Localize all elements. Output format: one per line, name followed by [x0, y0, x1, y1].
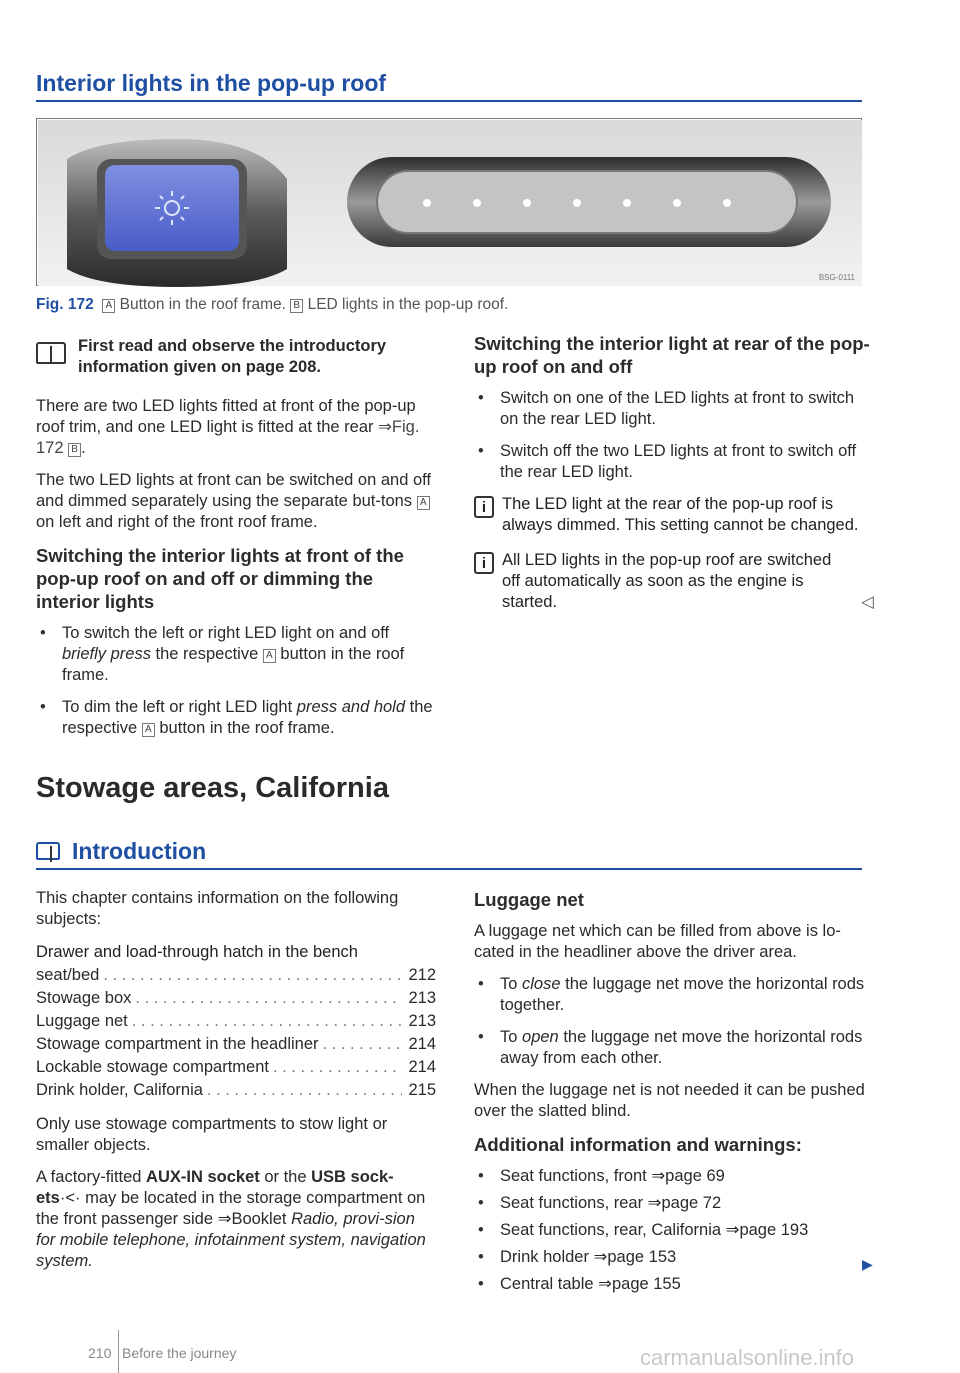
book-icon: [36, 842, 60, 860]
list-rear-lights: [474, 388, 874, 483]
toc-page: 214: [408, 1035, 436, 1053]
fig-ref-link[interactable]: ⇒Fig. 172: [36, 418, 420, 457]
info-icon: i: [474, 552, 494, 574]
section-rule: [36, 868, 862, 870]
list-item-switch: [36, 623, 436, 686]
note-auto-off-text: All LED lights in the pop-up roof are switched off automatically as soon as the engine is started.: [502, 551, 832, 611]
b1-text: To: [500, 975, 523, 993]
toc-label: Stowage compartment in the headliner: [36, 1035, 319, 1053]
toc-page: 213: [408, 989, 436, 1007]
toc-row[interactable]: [36, 964, 436, 987]
heading-switch-rear: Switching the interior light at rear of the pop-up roof on and off: [474, 333, 870, 377]
p1-end: .: [81, 439, 86, 457]
b1-text2: the respective: [150, 645, 263, 663]
continue-arrow-icon: ▶: [862, 1256, 873, 1272]
list-item-dim: [36, 697, 436, 739]
aux-in-label: AUX-IN socket: [146, 1168, 260, 1186]
list-item-rear-off: • Switch off the two LED lights at front to switch off the rear LED light.: [474, 441, 874, 483]
section-rule: [36, 100, 862, 102]
b2-text: To: [500, 1028, 523, 1046]
list-front-lights: [36, 623, 436, 739]
toc-page: 213: [408, 1012, 436, 1030]
paragraph-light-objects: Only use stowage compartments to stow light or smaller objects.: [36, 1115, 388, 1154]
b2-text2: the luggage net move the horizontal rods away from each other.: [500, 1028, 863, 1067]
right-column-lights: [474, 332, 874, 627]
toc-line-first: Drawer and load-through hatch in the bench: [36, 943, 358, 961]
figure-caption: [36, 296, 508, 314]
p1-text: There are two LED lights fitted at front of the pop-up roof trim, and one LED light is fitted at the rear: [36, 397, 416, 436]
usb-label: USB sock-ets: [36, 1168, 394, 1207]
b1-text2: the luggage net move the horizontal rods together.: [500, 975, 865, 1014]
list-item-open: [474, 1027, 874, 1069]
section-title-interior-lights: Interior lights in the pop-up roof: [36, 70, 387, 96]
b2-text: To dim the left or right LED light: [62, 698, 297, 716]
paragraph-aux-usb: [36, 1167, 436, 1272]
introduction-title: Introduction: [72, 838, 207, 864]
footer-divider: [118, 1330, 119, 1373]
p2-text-end: on left and right of the front roof frame.: [36, 513, 318, 531]
end-mark-icon: ◁: [861, 593, 874, 611]
p2-box-a: A: [417, 496, 430, 510]
list-item-ref[interactable]: • Central table ⇒page 155: [474, 1274, 874, 1295]
b1-box-a: A: [263, 649, 276, 663]
toc-row[interactable]: [36, 1056, 436, 1079]
page-number: 210: [88, 1345, 112, 1361]
left-column-lights: [36, 336, 436, 750]
list-item-ref[interactable]: • Seat functions, front ⇒page 69: [474, 1166, 874, 1187]
info-note-auto-off: [474, 550, 874, 613]
footer-section: Before the journey: [122, 1345, 237, 1361]
info-note-dimmed: [474, 494, 874, 536]
paragraph-dimming: [36, 470, 436, 533]
toc-label: Drink holder, California: [36, 1081, 203, 1099]
introduction-heading: [36, 838, 206, 865]
first-read-note: [36, 336, 436, 378]
list-item-close: [474, 974, 874, 1016]
b1-text3: button in the roof frame.: [62, 645, 405, 684]
p1-box-b: B: [68, 443, 81, 457]
list-item-rear-on: • Switch on one of the LED lights at front to switch on the rear LED light.: [474, 388, 874, 430]
b1-text: To switch the left or right LED light on and off: [62, 624, 390, 642]
list-luggage-net: [474, 974, 874, 1069]
paragraph-subjects: This chapter contains information on the following subjects:: [36, 889, 399, 928]
paragraph-slatted-blind: When the luggage net is not needed it can be pushed over the slatted blind.: [474, 1081, 865, 1120]
b2-em: press and hold: [296, 698, 406, 716]
heading-luggage-net: Luggage net: [474, 889, 584, 910]
paragraph-led-count: [36, 396, 436, 459]
list-item-ref[interactable]: • Seat functions, rear ⇒page 72: [474, 1193, 874, 1214]
p3-text: A factory-fitted: [36, 1168, 147, 1186]
toc-label: Luggage net: [36, 1012, 128, 1030]
watermark: carmanualsonline.info: [640, 1345, 855, 1370]
toc-label: seat/bed: [36, 966, 100, 984]
section-title-stowage: Stowage areas, California: [36, 772, 389, 804]
list-item-ref[interactable]: • Drink holder ⇒page 153: [474, 1247, 874, 1268]
p3-text3: ·<· may be located in the storage compartment on the front passenger side ⇒Booklet: [36, 1189, 426, 1228]
toc-row[interactable]: [36, 1079, 436, 1102]
figure-code: BSG-0111: [818, 273, 855, 282]
toc-page: 214: [408, 1058, 436, 1076]
right-column-stowage: [474, 888, 874, 1301]
p3-text2: or the: [259, 1168, 312, 1186]
toc-page: 212: [408, 966, 436, 984]
heading-switch-front: Switching the interior lights at front of the pop-up roof on and off or dimming the interior lights: [36, 545, 404, 612]
roof-button-illustration: [37, 119, 863, 287]
toc-label: Lockable stowage compartment: [36, 1058, 269, 1076]
toc-row[interactable]: [36, 1033, 436, 1056]
book-icon: [36, 342, 66, 364]
toc-label: Stowage box: [36, 989, 132, 1007]
booklet-title: Radio, provi-sion for mobile telephone, infotainment system, navigation system.: [36, 1210, 426, 1270]
left-column-stowage: [36, 888, 436, 1283]
caption-text-a: Button in the roof frame.: [119, 296, 286, 313]
b1-em: briefly press: [62, 645, 151, 663]
toc-page: 215: [408, 1081, 436, 1099]
b1-em: close: [522, 975, 561, 993]
toc-list: [36, 941, 436, 1102]
list-references: [474, 1166, 874, 1295]
heading-additional-info: Additional information and warnings:: [474, 1134, 802, 1155]
b2-box-a: A: [142, 723, 155, 737]
first-read-text: First read and observe the introductory information given on page 208.: [78, 337, 387, 376]
list-item-ref[interactable]: • Seat functions, rear, California ⇒page 193: [474, 1220, 874, 1241]
caption-text-b: LED lights in the pop-up roof.: [307, 296, 509, 313]
b2-text3: button in the roof frame.: [154, 719, 335, 737]
info-icon: i: [474, 496, 494, 518]
paragraph-luggage-net: A luggage net which can be filled from above is lo-cated in the headliner above the driver area.: [474, 922, 841, 961]
caption-fig-number: Fig. 172: [36, 296, 94, 313]
caption-box-a: A: [102, 299, 115, 313]
b2-text2: the respective: [62, 698, 433, 737]
b2-em: open: [522, 1028, 559, 1046]
figure-172: [36, 118, 862, 286]
toc-row[interactable]: [36, 1010, 436, 1033]
p2-text: The two LED lights at front can be switched on and off and dimmed separately using the separate but-tons: [36, 471, 432, 510]
caption-box-b: B: [290, 299, 303, 313]
note-dimmed-text: The LED light at the rear of the pop-up roof is always dimmed. This setting cannot be changed.: [502, 495, 859, 534]
toc-row[interactable]: [36, 987, 436, 1010]
